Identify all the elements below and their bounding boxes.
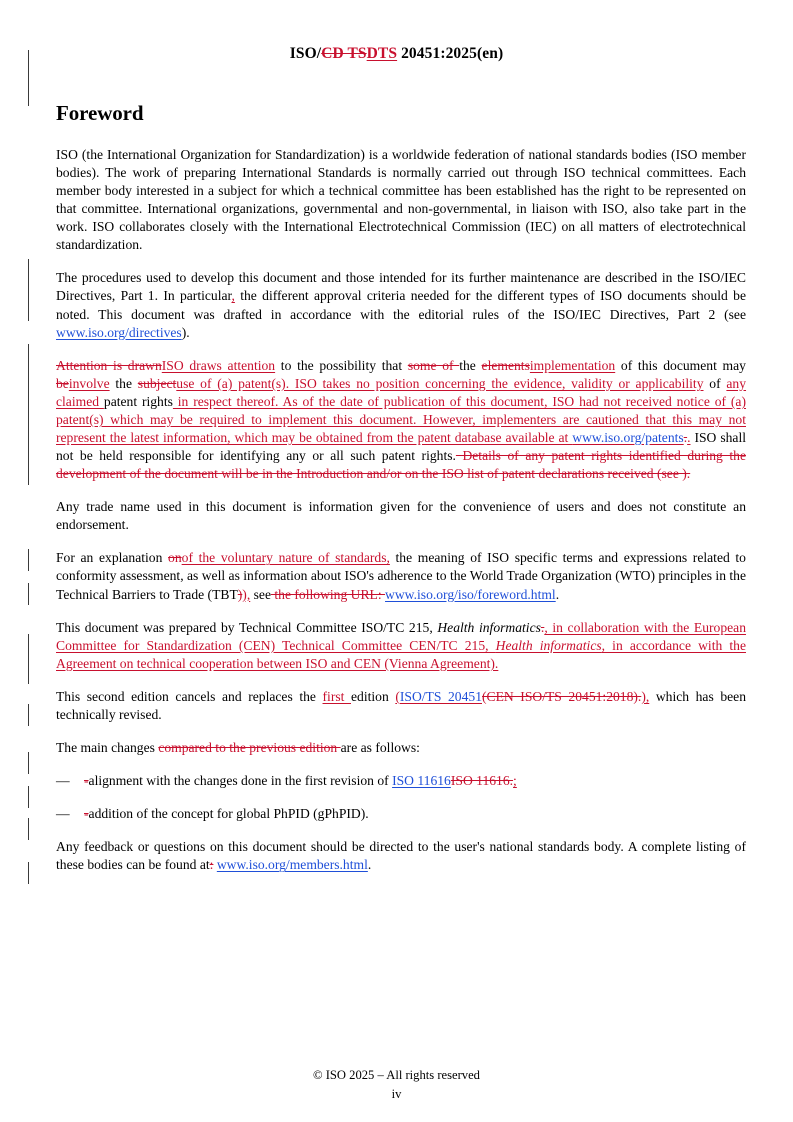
page-number: iv bbox=[391, 1087, 402, 1101]
link-iso-members[interactable]: www.iso.org/members.html bbox=[216, 857, 368, 873]
inserted-period: . bbox=[687, 430, 691, 446]
inserted-run: in respect thereof. As of the date of publication of this document, ISO had not received notice of (a) patent(s) which may be required to implement this document. However, implementers are cautioned that this may not represent the latest information, which may be obtained from the patent database available at bbox=[56, 393, 746, 446]
deleted-period: . bbox=[637, 688, 642, 704]
change-bar bbox=[28, 344, 29, 485]
deleted-run: Attention is drawn bbox=[56, 357, 162, 373]
deleted-run: some of bbox=[407, 357, 460, 373]
inserted-run: of the voluntary nature of standards, bbox=[181, 550, 390, 566]
inserted-run: involve bbox=[68, 375, 110, 391]
list-bullet: — bbox=[56, 773, 70, 789]
change-bar bbox=[28, 786, 29, 808]
deleted-run: ISO 11616. bbox=[450, 773, 514, 789]
italic-committee-scope: Health informatics bbox=[437, 619, 541, 635]
text-run: This document was prepared by Technical Committee ISO/TC 215, bbox=[56, 619, 438, 635]
text-run: addition of the concept for global PhPID (gPhPID). bbox=[88, 806, 369, 822]
deleted-dash: - bbox=[84, 806, 89, 822]
deleted-run: elements bbox=[481, 357, 530, 373]
paragraph-patent-rights bbox=[56, 357, 746, 484]
change-bar bbox=[28, 259, 29, 321]
text-run: which has been technically revised. bbox=[56, 688, 747, 722]
paragraph-feedback bbox=[56, 838, 746, 874]
change-bar bbox=[28, 549, 29, 571]
text-run: This second edition cancels and replaces the bbox=[56, 688, 323, 704]
inserted-run: ISO draws attention bbox=[161, 357, 276, 373]
paragraph-wto-tbt bbox=[56, 549, 746, 603]
header-prefix: ISO/ bbox=[289, 45, 322, 62]
paragraph-committee bbox=[56, 619, 746, 673]
text-run: of bbox=[703, 375, 727, 391]
inserted-comma: , bbox=[231, 288, 235, 304]
list-item bbox=[56, 772, 746, 790]
inserted-run: , in collaboration with the European Committee for Standardization (CEN) Technical Committee CEN/TC 215, bbox=[56, 619, 747, 653]
deleted-run: be bbox=[56, 375, 69, 391]
deleted-period: . bbox=[540, 619, 545, 635]
text-run: . bbox=[555, 586, 560, 602]
inserted-italic-run: Health informatics bbox=[495, 637, 602, 653]
document-body bbox=[56, 100, 746, 889]
change-bar bbox=[28, 752, 29, 774]
list-item bbox=[56, 805, 746, 823]
text-run: The procedures used to develop this document and those intended for its further maintenance are described in the ISO/IEC Directives, Part 1. In particular bbox=[56, 270, 746, 304]
link-iso-11616[interactable]: ISO 11616 bbox=[392, 773, 451, 789]
text-run: edition bbox=[351, 688, 396, 704]
page-title: Foreword bbox=[56, 101, 144, 125]
text-run: . bbox=[367, 857, 372, 873]
inserted-run: implementation bbox=[529, 357, 616, 373]
text-run: of this document may bbox=[615, 357, 746, 373]
link-iso-directives[interactable]: www.iso.org/directives bbox=[56, 324, 182, 340]
inserted-paren: ( bbox=[395, 688, 400, 704]
change-bar bbox=[28, 704, 29, 726]
header-deleted-designation: CD TS bbox=[321, 45, 367, 62]
deleted-dash: - bbox=[84, 773, 89, 789]
text-run: are as follows: bbox=[340, 740, 420, 756]
text-run: ). bbox=[181, 324, 190, 340]
deleted-run: on bbox=[168, 550, 182, 566]
text-run: the different approval criteria needed for the different types of ISO documents should be noted. This document was drafted in accordance with the editorial rules of the ISO/IEC Directives, Part 2 (see bbox=[56, 288, 746, 322]
link-iso-foreword[interactable]: www.iso.org/iso/foreword.html bbox=[385, 586, 556, 602]
change-bar bbox=[28, 583, 29, 605]
text-run: ISO shall not be held responsible for identifying any or all such patent rights. bbox=[56, 430, 746, 464]
deleted-run: subject bbox=[137, 375, 177, 391]
change-bar bbox=[28, 862, 29, 884]
text-run: alignment with the changes done in the first revision of bbox=[88, 773, 393, 789]
deleted-paren: ) bbox=[237, 586, 243, 602]
paragraph-procedures bbox=[56, 269, 746, 341]
text-run: the bbox=[459, 357, 482, 373]
deleted-run: compared to the previous edition bbox=[158, 740, 341, 756]
deleted-run: (CEN ISO/TS 20451:2018) bbox=[482, 688, 638, 704]
deleted-run: Details of any patent rights identified during the development of the document will be in the Introduction and/or on the ISO list of patent declarations received (see ). bbox=[56, 448, 746, 482]
paragraph-iso-definition: ISO (the International Organization for Standardization) is a worldwide federation of national standards bodies (ISO member bodies). The work of preparing International Standards is normally carried out through ISO technical committees. Each member body interested in a subject for which a technical committee has been established has the right to be represented on that committee. International organizations, governmental and non-governmental, in liaison with ISO, also take part in the work. ISO collaborates closely with the International Electrotechnical Commission (IEC) on all matters of electrotechnical standardization. bbox=[56, 146, 746, 253]
inserted-semicolon: ; bbox=[513, 773, 517, 789]
inserted-run: first bbox=[322, 688, 351, 704]
link-iso-patents[interactable]: www.iso.org/patents bbox=[572, 430, 684, 446]
text-run: the bbox=[109, 375, 138, 391]
deleted-period: . bbox=[683, 430, 688, 446]
paragraph-edition bbox=[56, 688, 746, 724]
inserted-run: any claimed bbox=[56, 375, 747, 409]
copyright-notice: © ISO 2025 – All rights reserved bbox=[313, 1068, 480, 1082]
inserted-run: ), bbox=[641, 688, 650, 704]
text-run: the meaning of ISO specific terms and expressions related to conformity assessment, as well as information about ISO's adherence to the World Trade Organization (WTO) principles in the Technical Barriers to Trade (TBT bbox=[56, 550, 746, 602]
paragraph-trade-name: Any trade name used in this document is information given for the convenience of users and does not constitute an endorsement. bbox=[56, 499, 746, 533]
header-suffix: 20451:2025(en) bbox=[397, 45, 504, 62]
deleted-run: the following URL: bbox=[271, 586, 386, 602]
text-run: to the possibility that bbox=[275, 357, 408, 373]
paragraph-main-changes bbox=[56, 739, 746, 757]
change-bar bbox=[28, 634, 29, 684]
inserted-run: use of (a) patent(s). ISO takes no position concerning the evidence, validity or applicability bbox=[176, 375, 704, 391]
change-bar bbox=[28, 818, 29, 840]
inserted-paren: ), bbox=[242, 586, 251, 602]
link-iso-ts-20451[interactable]: ISO/TS 20451 bbox=[399, 688, 482, 704]
text-run: Any feedback or questions on this document should be directed to the user's national standards body. A complete listing of these bodies can be found at bbox=[56, 839, 746, 873]
text-run: see bbox=[250, 586, 271, 602]
text-run: For an explanation bbox=[56, 550, 169, 566]
deleted-colon: : bbox=[209, 857, 214, 873]
change-bar bbox=[28, 50, 29, 106]
change-list bbox=[56, 772, 746, 823]
text-run: patent rights bbox=[103, 393, 173, 409]
inserted-run: , in accordance with the Agreement on technical cooperation between ISO and CEN (Vienna Agreement). bbox=[56, 637, 746, 671]
page-footer bbox=[0, 1068, 793, 1102]
text-run: The main changes bbox=[56, 740, 159, 756]
header-inserted-designation: DTS bbox=[366, 45, 398, 62]
list-bullet: — bbox=[56, 806, 70, 822]
document-header bbox=[0, 45, 793, 63]
